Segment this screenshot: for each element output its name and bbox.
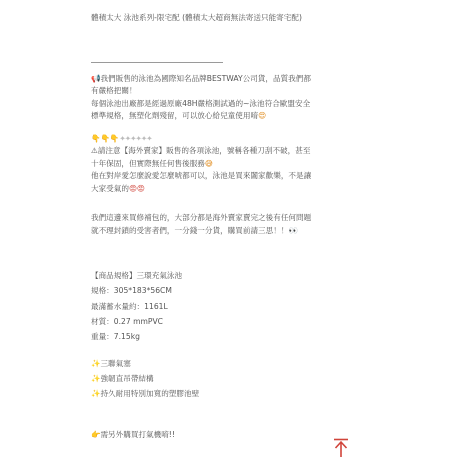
- warranty-line-1: 我們這邊來買修補包的，大部分都是海外賣家賣完之後有任何問題: [91, 213, 312, 222]
- angry-face-icon: 😡😡: [128, 184, 145, 193]
- warranty-line-2: 就不理封鎖的受害者們，一分錢一分貨，購買前請三思！！👀: [91, 226, 298, 235]
- pointing-hands-row: [91, 133, 391, 145]
- feature-2: ✨強韌直吊帶結構: [91, 374, 154, 383]
- spec-capacity: 最滿蓄水量約：1161L: [91, 302, 168, 311]
- sparkle-icon: ✨: [91, 374, 101, 383]
- spec-material: 材質：0.27 mmPVC: [91, 317, 163, 326]
- notice-line-1: ⚠請注意【海外賣家】販售的各項泳池，號稱各種刀刮不破，甚至: [91, 146, 311, 155]
- warning-icon: ⚠: [91, 146, 98, 155]
- intro-line-1: 📢我們販售的泳池為國際知名品牌BESTWAY公司貨，品質我們都: [91, 74, 311, 83]
- sparkle-icon: ✨: [91, 359, 101, 368]
- feature-3: ✨持久耐用特別加寬的塑膠池壁: [91, 389, 200, 398]
- eyes-icon: 👀: [288, 226, 298, 235]
- megaphone-icon: 📢: [91, 74, 101, 83]
- pointing-down-icon: 👇👇👇: [91, 134, 120, 143]
- grin-icon: 😅: [204, 159, 213, 168]
- intro-line-2: 有嚴格把關！: [91, 86, 137, 95]
- divider: [91, 62, 223, 63]
- feature-1: ✨三聯氣塞: [91, 359, 131, 368]
- back-to-top-button[interactable]: [333, 438, 349, 458]
- notice-line-4: 大家受氣的😡😡: [91, 184, 145, 193]
- notice-line-3: 他在對岸愛怎麼說愛怎麼唬都可以，泳池是買來闔家歡樂，不是讓: [91, 171, 312, 180]
- description-title: 體積太大 泳池系列-限宅配 (體積太大超商無法寄送只能寄宅配): [91, 13, 302, 22]
- spec-weight: 重量：7.15kg: [91, 332, 140, 341]
- notice-line-2: 十年保固，但實際無任何售後服務😅: [91, 159, 213, 168]
- intro-line-4: 標準規格，無塑化劑殘留，可以放心給兒童使用唷😍: [91, 111, 266, 120]
- spec-size: 規格：305*183*56CM: [91, 286, 172, 295]
- intro-line-3: 每個泳池出廠都是經過原廠48H嚴格測試過的~泳池符合歐盟安全: [91, 99, 311, 108]
- heart-eyes-icon: 😍: [258, 111, 266, 120]
- pump-note: 👉需另外購買打氣機唷!!: [91, 430, 175, 439]
- sparkle-icon: ✨: [91, 389, 101, 398]
- pointing-hand-icon: 👉: [91, 430, 101, 439]
- spec-heading: 【商品規格】三環充氣泳池: [91, 271, 183, 280]
- back-to-top-icon: [333, 438, 349, 458]
- stars-icon: ✦✦✦✦✦✦: [119, 134, 152, 143]
